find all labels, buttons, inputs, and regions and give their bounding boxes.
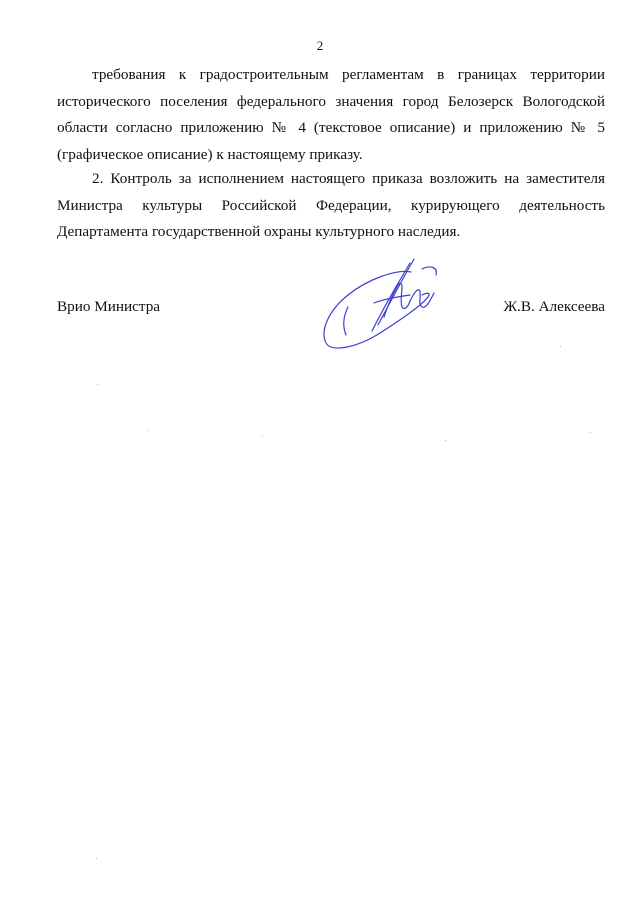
scan-speck — [147, 430, 148, 431]
scan-speck — [96, 858, 97, 859]
signatory-title: Врио Министра — [57, 298, 161, 315]
scan-speck — [262, 436, 263, 437]
scan-speck — [560, 346, 561, 347]
paragraph-requirements: требования к градостроительным регламентам в границах территории исторического поселения федерального значения город Белозерск Вологодской области согласно приложению № 4 (текстовое описание) и приложению № 5 (графическое описание) к настоящему приказу. — [57, 66, 605, 163]
scan-speck — [97, 384, 98, 385]
signatory-name: Ж.В. Алексеева — [503, 298, 605, 315]
scan-speck — [445, 440, 446, 441]
handwritten-signature — [318, 255, 448, 355]
scan-speck — [590, 432, 591, 433]
paragraph-control: 2. Контроль за исполнением настоящего приказа возложить на заместителя Министра культуры Российской Федерации, курирующего деятельность Департамента государственной охраны культурного наследия. — [57, 170, 605, 240]
page-number: 2 — [316, 38, 324, 53]
